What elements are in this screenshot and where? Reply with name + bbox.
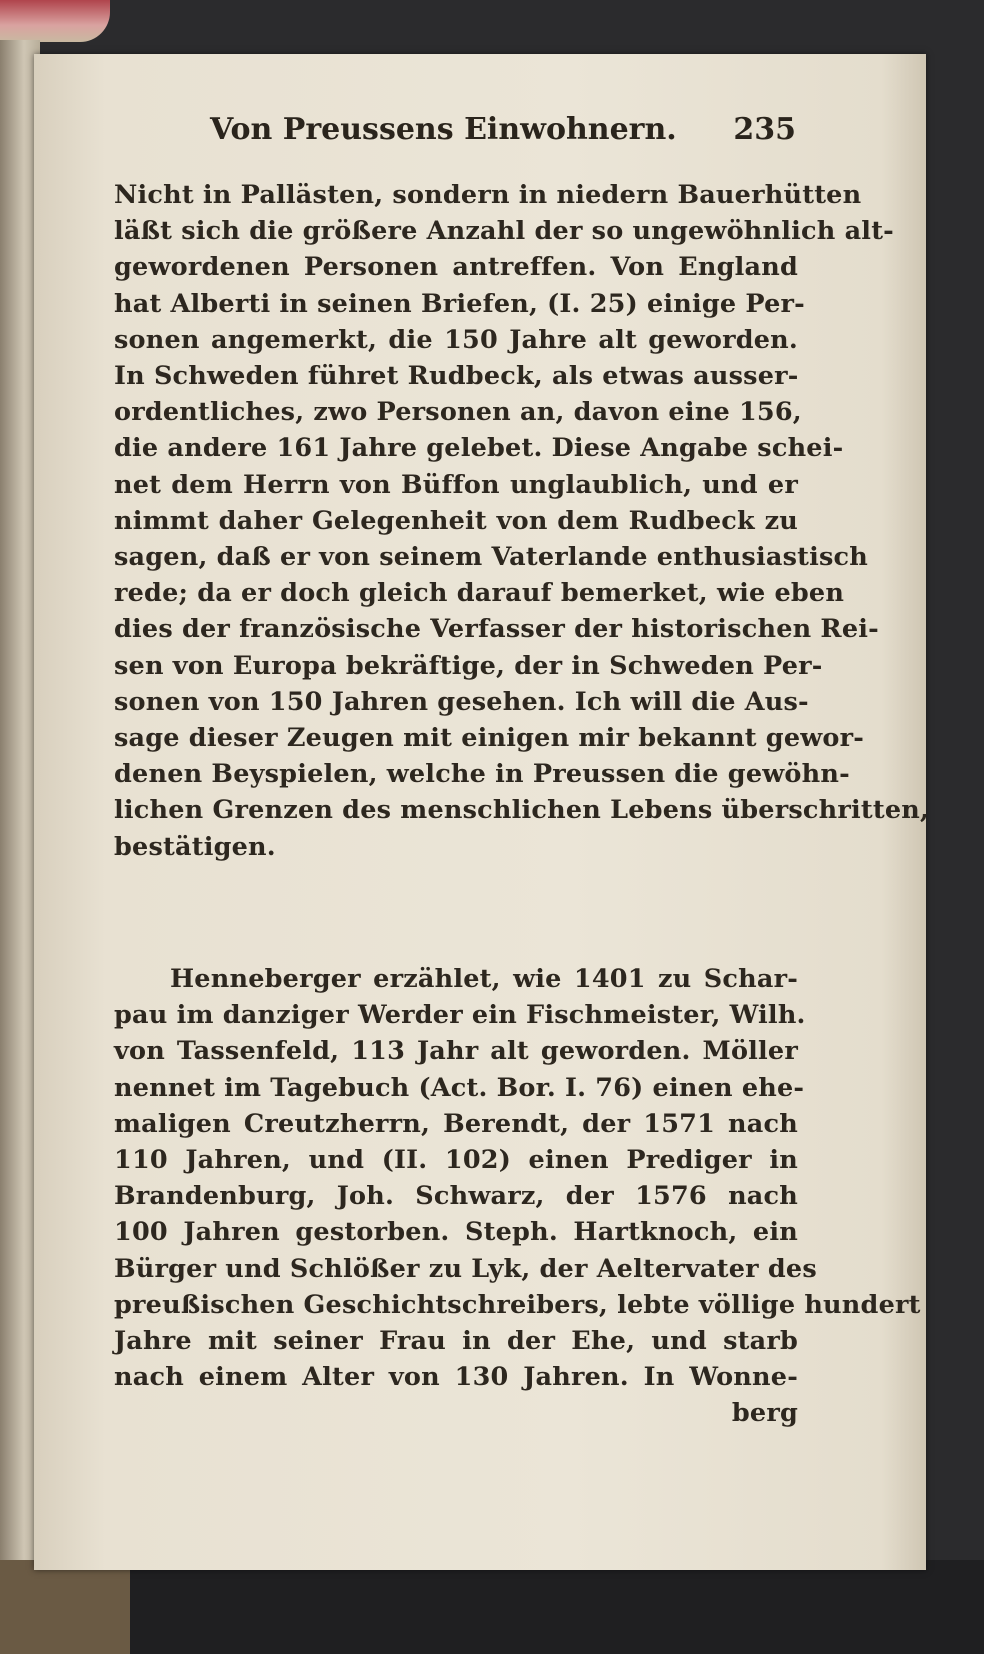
text-line: Brandenburg, Joh. Schwarz, der 1576 nach	[114, 1181, 798, 1212]
text-line: preußischen Geschichtschreibers, lebte völlige hundert	[114, 1289, 921, 1320]
running-head-title: Von Preussens Einwohnern.	[210, 112, 677, 147]
text-line: sonen von 150 Jahren gesehen. Ich will die Aus-	[114, 686, 809, 717]
text-line: sen von Europa bekräftige, der in Schweden Per-	[114, 650, 823, 681]
scan-background	[0, 1560, 984, 1654]
page-number: 235	[733, 112, 796, 147]
text-line: maligen Creutzherrn, Berendt, der 1571 nach	[114, 1108, 798, 1139]
text-line: von Tassenfeld, 113 Jahr alt geworden. Möller	[114, 1036, 798, 1067]
text-line: dies der französische Verfasser der historischen Rei-	[114, 614, 879, 645]
text-line: Henneberger erzählet, wie 1401 zu Schar-	[170, 964, 798, 994]
text-line: hat Alberti in seinen Briefen, (I. 25) einige Per-	[114, 288, 805, 319]
text-line: Jahre mit seiner Frau in der Ehe, und starb	[114, 1326, 798, 1356]
text-line: Bürger und Schlößer zu Lyk, der Aeltervater des	[114, 1253, 817, 1284]
text-line: sagen, daß er von seinem Vaterlande enthusiastisch	[114, 542, 869, 572]
text-line: In Schweden führet Rudbeck, als etwas ausser-	[114, 361, 799, 391]
book-cover-edge	[0, 1560, 130, 1654]
text-line: nimmt daher Gelegenheit von dem Rudbeck zu	[114, 505, 798, 536]
text-line: net dem Herrn von Büffon unglaublich, und er	[114, 469, 798, 500]
text-line: lichen Grenzen des menschlichen Lebens überschritten,	[114, 795, 930, 826]
running-head	[210, 112, 796, 147]
catchword: berg	[731, 1398, 798, 1428]
text-line: denen Beyspielen, welche in Preussen die gewöhn-	[114, 759, 850, 790]
text-line: läßt sich die größere Anzahl der so ungewöhnlich alt-	[114, 216, 894, 247]
text-line: die andere 161 Jahre gelebet. Diese Angabe schei-	[114, 433, 844, 464]
text-line: pau im danziger Werder ein Fischmeister, Wilh.	[114, 1000, 806, 1031]
text-line: 100 Jahren gestorben. Steph. Hartknoch, ein	[114, 1217, 798, 1248]
text-line: bestätigen.	[114, 831, 276, 862]
bookmark-ribbon	[0, 0, 110, 42]
text-line: Nicht in Pallästen, sondern in niedern Bauerhütten	[114, 180, 862, 210]
text-line: nach einem Alter von 130 Jahren. In Wonne-	[114, 1362, 798, 1393]
text-line: nennet im Tagebuch (Act. Bor. I. 76) einen ehe-	[114, 1072, 805, 1103]
text-line: sage dieser Zeugen mit einigen mir bekannt gewor-	[114, 723, 865, 753]
text-line: ordentliches, zwo Personen an, davon eine 156,	[114, 397, 802, 428]
text-line: sonen angemerkt, die 150 Jahre alt geworden.	[114, 324, 798, 355]
text-line: gewordenen Personen antreffen. Von England	[114, 252, 798, 283]
text-line: rede; da er doch gleich darauf bemerket, wie eben	[114, 578, 845, 609]
text-line: 110 Jahren, und (II. 102) einen Prediger in	[114, 1145, 798, 1175]
